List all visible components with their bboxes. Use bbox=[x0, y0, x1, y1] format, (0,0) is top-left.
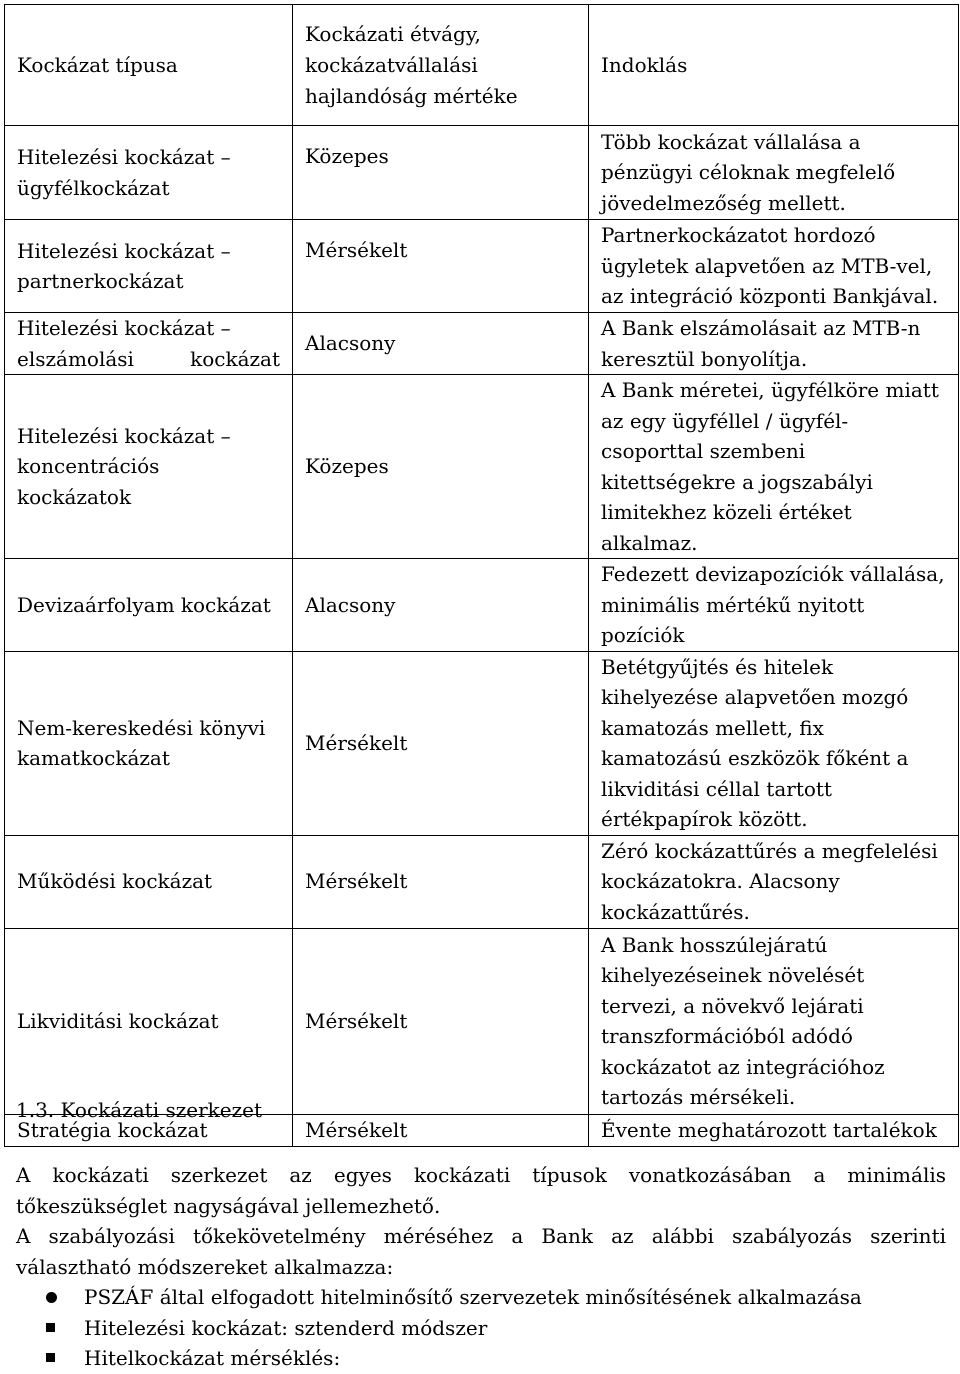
justification-cell: A Bank hosszúlejáratú kihelyezéseinek növelését tervezi, a növekvő lejárati transzformációból adódó kockázatot az integrációhoz tartozás mérsékeli. bbox=[589, 928, 959, 1114]
paragraph: A kockázati szerkezet az egyes kockázati típusok vonatkozásában a minimális tőkeszükséglet nagyságával jellemezhető. bbox=[16, 1163, 946, 1218]
justification-cell: A Bank elszámolásait az MTB-n keresztül bonyolítja. bbox=[589, 313, 959, 375]
table-row bbox=[5, 126, 959, 220]
risk-level-cell: Alacsony bbox=[293, 559, 589, 652]
risk-level-cell: Mérsékelt bbox=[293, 928, 589, 1114]
justification-cell: Több kockázat vállalása a pénzügyi céloknak megfelelő jövedelmezőség mellett. bbox=[589, 126, 959, 220]
table-row bbox=[5, 835, 959, 928]
header-risk-appetite: Kockázati étvágy, kockázatvállalási hajlandóság mértéke bbox=[293, 5, 589, 126]
table-row bbox=[5, 220, 959, 313]
paragraph: A szabályozási tőkekövetelmény méréséhez a Bank az alábbi szabályozás szerinti választható módszereket alkalmazza: bbox=[16, 1224, 946, 1279]
header-justification: Indoklás bbox=[589, 5, 959, 126]
risk-level-cell: Alacsony bbox=[293, 313, 589, 375]
risk-type-cell: Hitelezési kockázat – koncentrációs kockázatok bbox=[5, 375, 293, 559]
justification-cell: Zéró kockázattűrés a megfelelési kockázatokra. Alacsony kockázattűrés. bbox=[589, 835, 959, 928]
method-list bbox=[40, 1282, 862, 1374]
table-row bbox=[5, 313, 959, 375]
risk-type-cell: Nem-kereskedési könyvi kamatkockázat bbox=[5, 651, 293, 835]
risk-level-cell: Közepes bbox=[293, 126, 589, 220]
risk-type-cell: Stratégia kockázat bbox=[5, 1114, 293, 1146]
table-row bbox=[5, 559, 959, 652]
risk-level-cell: Mérsékelt bbox=[293, 835, 589, 928]
list-item-text: PSZÁF által elfogadott hitelminősítő szervezetek minősítésének alkalmazása bbox=[84, 1285, 862, 1309]
risk-appetite-table bbox=[4, 4, 959, 1147]
justification-cell: Betétgyűjtés és hitelek kihelyezése alapvetően mozgó kamatozás mellett, fix kamatozású eszközök főként a likviditási céllal tartott értékpapírok között. bbox=[589, 651, 959, 835]
risk-level-cell: Mérsékelt bbox=[293, 220, 589, 313]
risk-type-cell: Hitelezési kockázat – ügyfélkockázat bbox=[5, 126, 293, 220]
table-row bbox=[5, 375, 959, 559]
risk-level-cell: Mérsékelt bbox=[293, 1114, 589, 1146]
risk-level-cell: Mérsékelt bbox=[293, 651, 589, 835]
risk-type-cell: Hitelezési kockázat – elszámolási kockázat bbox=[5, 313, 293, 375]
risk-type-cell: Működési kockázat bbox=[5, 835, 293, 928]
justification-cell: Évente meghatározott tartalékok bbox=[589, 1114, 959, 1146]
round-bullet-icon bbox=[46, 1292, 57, 1303]
list-item bbox=[40, 1313, 862, 1344]
square-bullet-icon bbox=[46, 1323, 55, 1332]
square-bullet-icon bbox=[46, 1353, 55, 1362]
section-heading: 1.3. Kockázati szerkezet bbox=[16, 1098, 263, 1122]
table-header-row bbox=[5, 5, 959, 126]
justification-cell: Fedezett devizapozíciók vállalása, minimális mértékű nyitott pozíciók bbox=[589, 559, 959, 652]
list-item bbox=[40, 1282, 862, 1313]
justification-cell: Partnerkockázatot hordozó ügyletek alapvetően az MTB-vel, az integráció központi Bankjával. bbox=[589, 220, 959, 313]
table-row bbox=[5, 651, 959, 835]
risk-type-cell: Hitelezési kockázat – partnerkockázat bbox=[5, 220, 293, 313]
risk-type-cell: Likviditási kockázat bbox=[5, 928, 293, 1114]
header-risk-type: Kockázat típusa bbox=[5, 5, 293, 126]
risk-level-cell: Közepes bbox=[293, 375, 589, 559]
risk-type-cell: Devizaárfolyam kockázat bbox=[5, 559, 293, 652]
list-item-text: Hitelkockázat mérséklés: bbox=[84, 1346, 341, 1370]
justification-cell: A Bank méretei, ügyfélköre miatt az egy ügyféllel / ügyfél-csoporttal szembeni kitettségekre a jogszabályi limitekhez közeli értéket alkalmaz. bbox=[589, 375, 959, 559]
list-item-text: Hitelezési kockázat: sztenderd módszer bbox=[84, 1315, 488, 1340]
table-row bbox=[5, 928, 959, 1114]
